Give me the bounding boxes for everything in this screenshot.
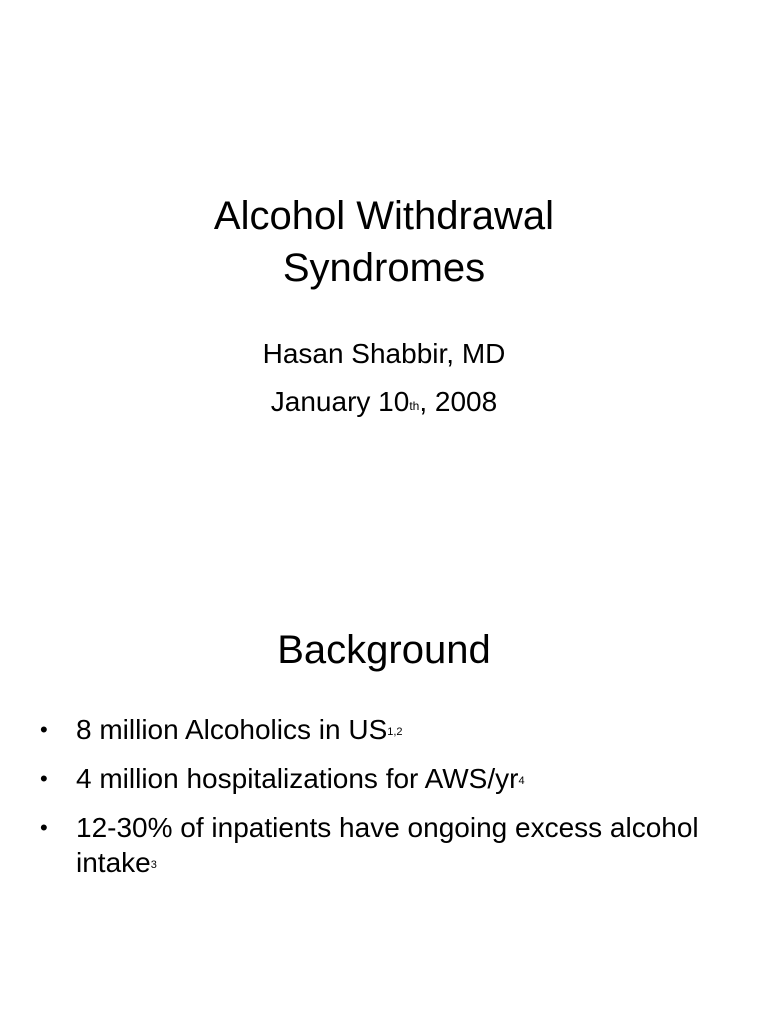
- slide-subtitle: [0, 330, 768, 426]
- bullet-marker: •: [40, 717, 48, 742]
- citation-superscript: 4: [518, 775, 525, 787]
- background-title: Background: [277, 628, 491, 672]
- date-suffix: , 2008: [419, 386, 498, 417]
- citation-superscript: 1,2: [387, 726, 403, 738]
- bullet-item: [40, 761, 740, 796]
- slide-title: [0, 190, 768, 294]
- bullet-item: [40, 810, 740, 880]
- bullet-marker: •: [40, 815, 48, 840]
- citation-superscript: 3: [150, 859, 157, 871]
- author-name: Hasan Shabbir, MD: [262, 338, 506, 369]
- date-superscript: th: [409, 399, 420, 413]
- title-line-1: Alcohol Withdrawal: [213, 194, 555, 238]
- bullet-marker: •: [40, 766, 48, 791]
- background-slide: [0, 512, 768, 1024]
- bullet-list: [40, 712, 740, 894]
- bullet-text: 12-30% of inpatients have ongoing excess alcohol intake: [76, 812, 699, 878]
- bullet-text: 8 million Alcoholics in US: [76, 714, 388, 745]
- date-prefix: January 10: [270, 386, 410, 417]
- bullet-item: [40, 712, 740, 747]
- bullet-text: 4 million hospitalizations for AWS/yr: [76, 763, 519, 794]
- title-line-2: Syndromes: [282, 246, 486, 290]
- presentation-date: [0, 378, 768, 426]
